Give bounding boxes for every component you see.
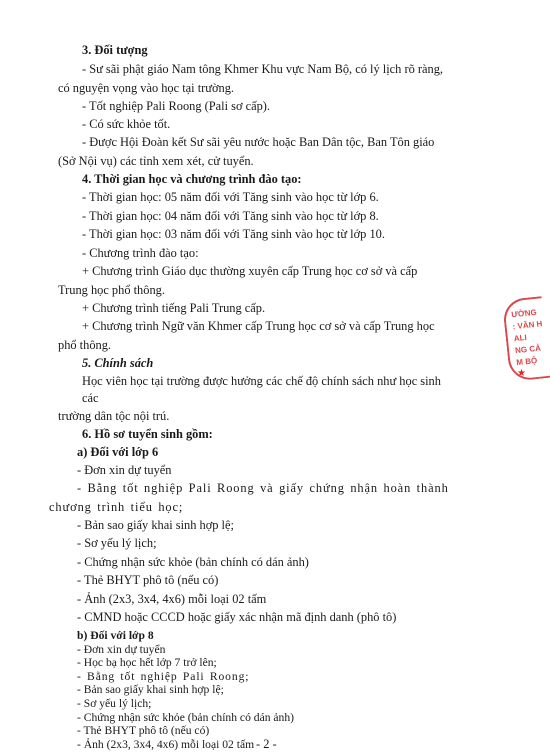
page-number: - 2 -: [256, 737, 277, 751]
section-6b-item-7: - Thẻ BHYT phô tô (nếu có): [77, 724, 210, 738]
section-4-line-8: + Chương trình Ngữ văn Khmer cấp Trung học cơ sở và cấp Trung học: [82, 319, 435, 333]
section-6b-item-4: - Bản sao giấy khai sinh hợp lệ;: [77, 683, 224, 697]
section-4-line-7: + Chương trình tiếng Pali Trung cấp.: [82, 301, 266, 315]
section-4-line-5: + Chương trình Giáo dục thường xuyên cấp Trung học cơ sở và cấp: [82, 264, 418, 278]
section-6a-item-6: - Thẻ BHYT phô tô (nếu có): [77, 573, 219, 587]
section-3-line-3: - Tốt nghiệp Pali Roong (Pali sơ cấp).: [82, 99, 271, 113]
section-5-heading: 5. Chính sách: [82, 356, 154, 370]
section-6a-item-3: - Bản sao giấy khai sinh hợp lệ;: [77, 518, 234, 532]
section-3-line-6: (Sở Nội vụ) các tỉnh xem xét, cử tuyển.: [58, 154, 254, 168]
section-6a-item-2-cont: chương trình tiểu học;: [49, 500, 184, 514]
section-5-line-3: trường dân tộc nội trú.: [58, 409, 170, 423]
stamp-line-1: ƯỜNG: [510, 307, 538, 320]
section-6b-item-1: - Đơn xin dự tuyển: [77, 642, 166, 656]
section-5-line-1: Học viên học tại trường được hưởng các chế độ chính sách như học sinh: [82, 374, 441, 388]
section-4-heading: 4. Thời gian học và chương trình đào tạo:: [82, 172, 302, 186]
section-4-line-4: - Chương trình đào tạo:: [82, 246, 199, 260]
section-6a-item-5: - Chứng nhận sức khỏe (bản chính có dán ảnh): [77, 555, 309, 569]
section-3-heading: 3. Đối tượng: [82, 43, 148, 57]
section-6a-heading: a) Đối với lớp 6: [77, 445, 159, 459]
section-6a-item-7: - Ảnh (2x3, 3x4, 4x6) mỗi loại 02 tấm: [77, 592, 267, 606]
section-6-heading: 6. Hồ sơ tuyển sinh gồm:: [82, 427, 213, 441]
stamp-line-5: M BỘ: [515, 355, 538, 368]
section-3-line-1: - Sư sãi phật giáo Nam tông Khmer Khu vực Nam Bộ, có lý lịch rõ ràng,: [82, 62, 443, 76]
section-6b-item-6: - Chứng nhận sức khỏe (bản chính có dán ảnh): [77, 710, 295, 724]
section-6b-item-3: - Bằng tốt nghiệp Pali Roong;: [77, 669, 250, 683]
section-4-line-1: - Thời gian học: 05 năm đối với Tăng sinh vào học từ lớp 6.: [82, 190, 379, 204]
section-6b-item-5: - Sơ yếu lý lịch;: [77, 697, 152, 710]
stamp-line-2: : VĂN H: [512, 319, 543, 332]
section-6a-item-1: - Đơn xin dự tuyển: [77, 463, 172, 477]
section-4-line-6: Trung học phổ thông.: [58, 283, 165, 297]
section-6b-heading: b) Đối với lớp 8: [77, 629, 154, 642]
section-4-line-3: - Thời gian học: 03 năm đối với Tăng sinh vào học từ lớp 10.: [82, 227, 385, 241]
stamp-line-4: NG CẢ: [514, 343, 542, 356]
section-4-line-9: phổ thông.: [58, 338, 112, 352]
section-6a-item-8: - CMND hoặc CCCD hoặc giấy xác nhận mã định danh (phô tô): [77, 610, 397, 624]
section-3-line-2: có nguyện vọng vào học tại trường.: [58, 81, 235, 95]
section-4-line-2: - Thời gian học: 04 năm đối với Tăng sinh vào học từ lớp 8.: [82, 209, 379, 223]
section-3-line-4: - Có sức khỏe tốt.: [82, 117, 171, 131]
section-6b-item-2: - Học bạ học hết lớp 7 trở lên;: [77, 656, 217, 670]
stamp-line-3: ALI: [513, 332, 528, 344]
section-5-line-2: các: [82, 391, 99, 405]
section-6a-item-2: - Bằng tốt nghiệp Pali Roong và giấy chứng nhận hoàn thành: [77, 481, 449, 495]
section-6a-item-4: - Sơ yếu lý lịch;: [77, 536, 157, 550]
stamp-star-icon: ★: [517, 368, 526, 379]
section-3-line-5: - Được Hội Đoàn kết Sư sãi yêu nước hoặc Ban Dân tộc, Ban Tôn giáo: [82, 135, 435, 149]
section-6b-item-8: - Ảnh (2x3, 3x4, 4x6) mỗi loại 02 tấm: [77, 737, 255, 751]
